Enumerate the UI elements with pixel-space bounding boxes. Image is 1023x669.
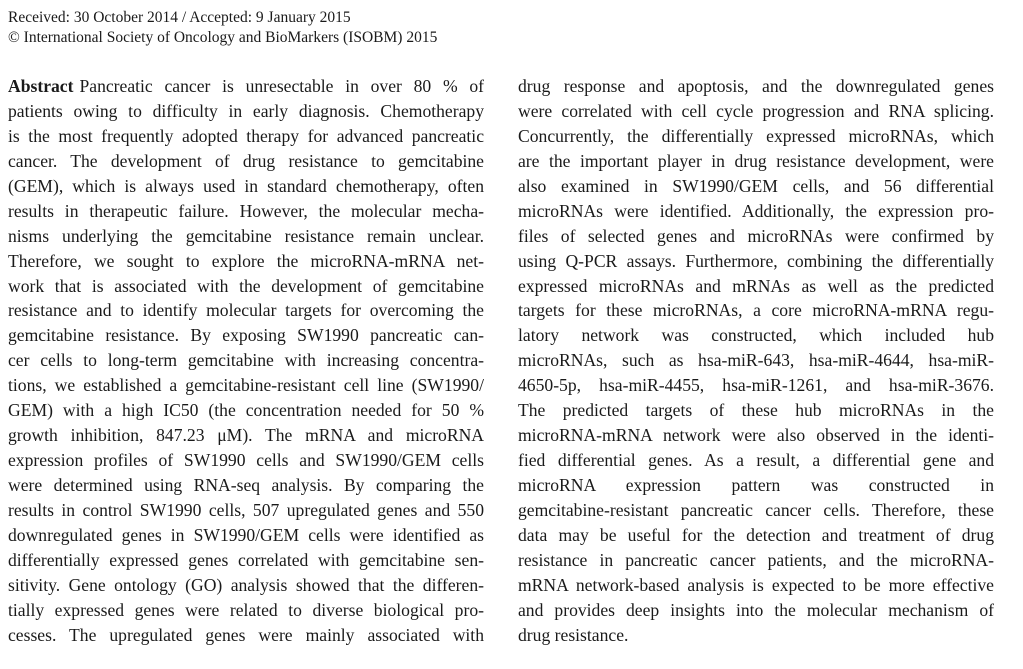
abstract-line: patients owing to difficulty in early diagnosis. Chemotherapy — [8, 100, 484, 121]
abstract-line: work that is associated with the development of gemcitabine — [8, 275, 484, 296]
abstract-line: differentially expressed genes correlated with gemcitabine sen- — [8, 549, 484, 570]
abstract-line: 4650-5p, hsa-miR-4455, hsa-miR-1261, and hsa-miR-3676. — [518, 375, 994, 396]
abstract-line: cesses. The upregulated genes were mainly associated with — [8, 624, 484, 645]
abstract-line: downregulated genes in SW1990/GEM cells were identified as — [8, 524, 484, 545]
abstract-label: Abstract — [8, 76, 74, 96]
abstract-line: microRNA expression pattern was constructed in — [518, 475, 994, 495]
abstract-line: tially expressed genes were related to diverse biological pro- — [8, 599, 484, 620]
abstract-line: targets for these microRNAs, a core microRNA-mRNA regu- — [518, 300, 994, 321]
abstract-line: sitivity. Gene ontology (GO) analysis showed that the differen- — [8, 574, 484, 595]
abstract-line: microRNA-mRNA network were also observed in the identi- — [518, 425, 994, 446]
abstract-right-column — [518, 74, 994, 648]
abstract-line: resistance in pancreatic cancer patients, and the microRNA- — [518, 549, 994, 570]
abstract-line: data may be useful for the detection and treatment of drug — [518, 524, 994, 545]
abstract-line: were determined using RNA-seq analysis. By comparing the — [8, 475, 484, 495]
abstract-line: is the most frequently adopted therapy for advanced pancreatic — [8, 125, 484, 146]
abstract-line: resistance and to identify molecular targets for overcoming the — [8, 300, 484, 321]
abstract-line: growth inhibition, 847.23 μM). The mRNA and microRNA — [8, 425, 484, 446]
abstract-line: mRNA network-based analysis is expected to be more effective — [518, 574, 994, 595]
copyright-notice: © International Society of Oncology and BioMarkers (ISOBM) 2015 — [8, 29, 438, 46]
abstract-line: gemcitabine-resistant pancreatic cancer cells. Therefore, these — [518, 499, 994, 520]
abstract-line: are the important player in drug resistance development, were — [518, 150, 994, 171]
abstract-line: and provides deep insights into the molecular mechanism of — [518, 599, 994, 620]
abstract-line: tions, we established a gemcitabine-resistant cell line (SW1990/ — [8, 375, 484, 396]
abstract-line: nisms underlying the gemcitabine resistance remain unclear. — [8, 225, 484, 246]
abstract-line: microRNAs, such as hsa-miR-643, hsa-miR-4644, hsa-miR- — [518, 350, 994, 371]
abstract-line: fied differential genes. As a result, a differential gene and — [518, 450, 994, 471]
abstract-line: cancer. The development of drug resistance to gemcitabine — [8, 150, 484, 171]
abstract-line: gemcitabine resistance. By exposing SW1990 pancreatic can- — [8, 325, 484, 346]
abstract-line: expression profiles of SW1990 cells and SW1990/GEM cells — [8, 450, 484, 471]
received-accepted-dates: Received: 30 October 2014 / Accepted: 9 January 2015 — [8, 9, 351, 26]
abstract-line: Abstract Pancreatic cancer is unresectable in over 80 % of — [8, 76, 484, 96]
abstract-line: expressed microRNAs and mRNAs as well as the predicted — [518, 275, 994, 296]
abstract-line: results in therapeutic failure. However, the molecular mecha- — [8, 200, 484, 221]
abstract-left-column — [8, 74, 484, 648]
abstract-line: were correlated with cell cycle progression and RNA splicing. — [518, 100, 994, 121]
abstract-line: cer cells to long-term gemcitabine with increasing concentra- — [8, 350, 484, 371]
abstract-line: files of selected genes and microRNAs were confirmed by — [518, 225, 994, 246]
abstract-line: latory network was constructed, which included hub — [518, 325, 994, 346]
abstract-line: The predicted targets of these hub microRNAs in the — [518, 400, 994, 421]
abstract-line: GEM) with a high IC50 (the concentration needed for 50 % — [8, 400, 484, 421]
abstract-line: using Q-PCR assays. Furthermore, combining the differentially — [518, 250, 994, 271]
abstract-line: drug response and apoptosis, and the downregulated genes — [518, 76, 994, 96]
article-history — [8, 8, 437, 48]
abstract-line: also examined in SW1990/GEM cells, and 56 differential — [518, 175, 994, 196]
abstract-line: drug resistance. — [518, 624, 629, 645]
abstract-line: results in control SW1990 cells, 507 upregulated genes and 550 — [8, 499, 484, 520]
abstract-line: Concurrently, the differentially expressed microRNAs, which — [518, 125, 994, 146]
abstract-line: Therefore, we sought to explore the microRNA-mRNA net- — [8, 250, 484, 271]
abstract-line: microRNAs were identified. Additionally, the expression pro- — [518, 200, 994, 221]
abstract-line: (GEM), which is always used in standard chemotherapy, often — [8, 175, 484, 196]
